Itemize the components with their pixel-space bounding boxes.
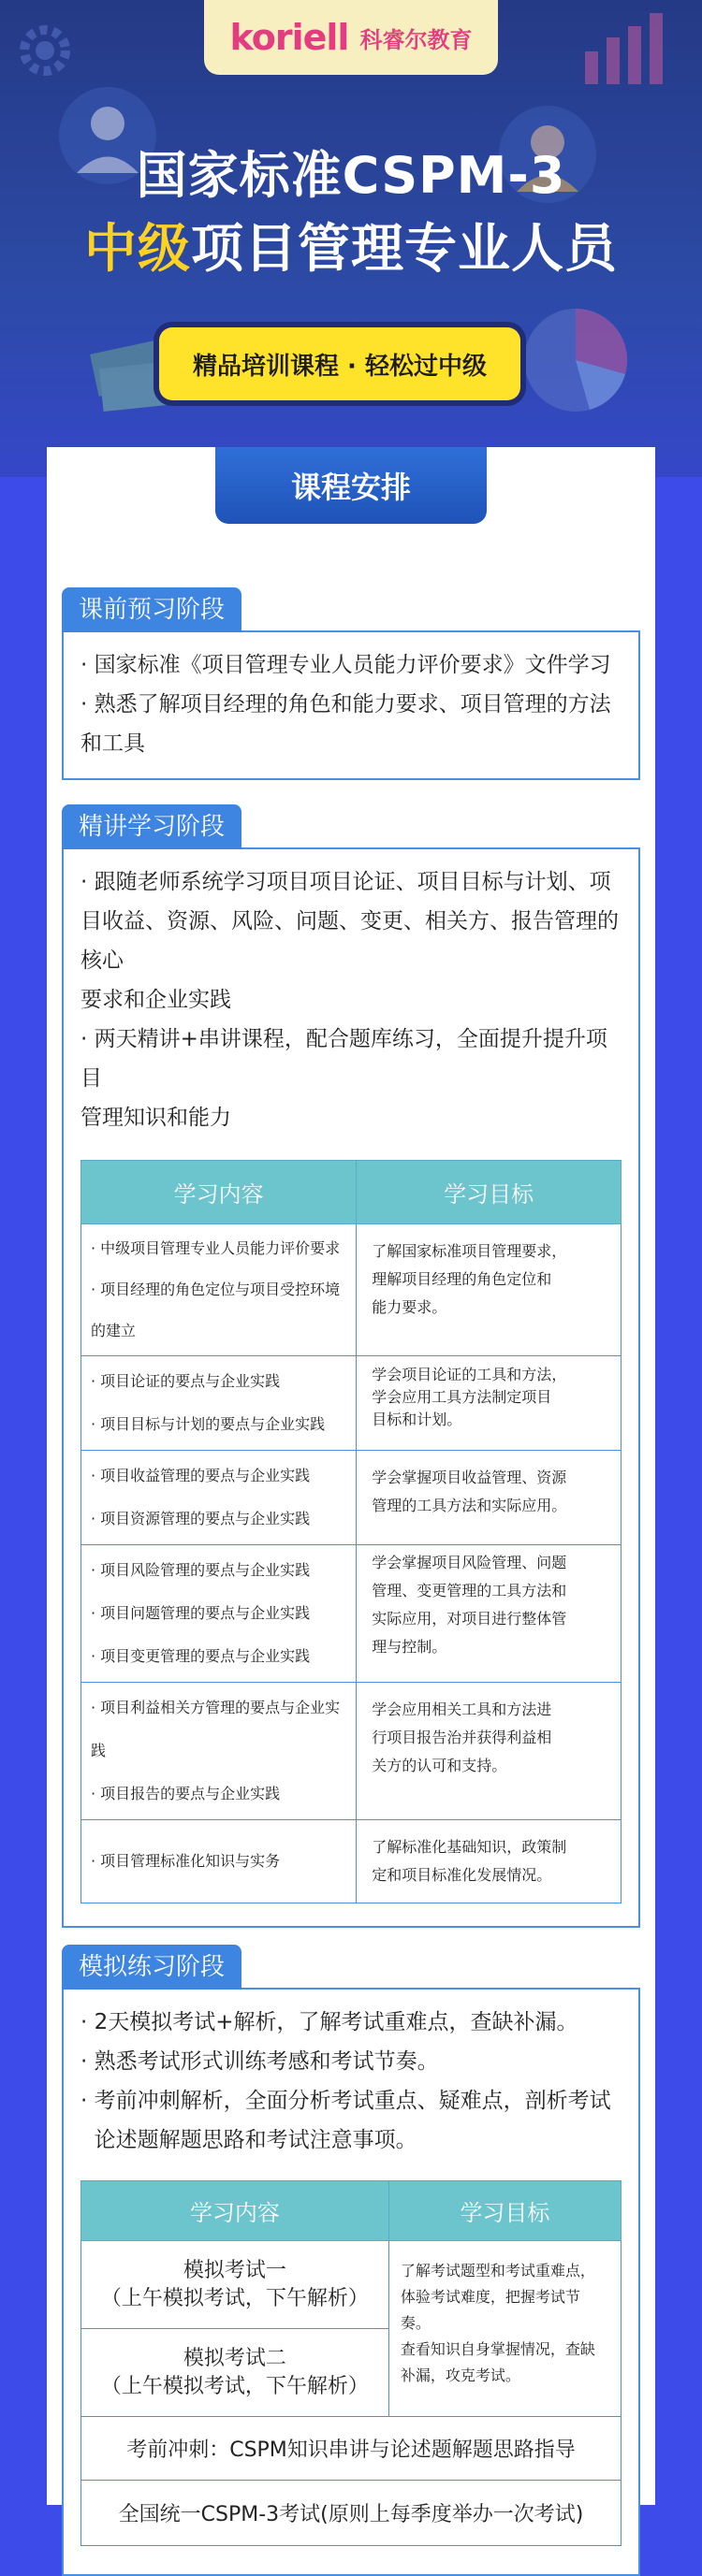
bullet-text: 论述题解题思路和考试注意事项。 (80, 2128, 417, 2152)
goal-line: 理与控制。 (372, 1638, 447, 1656)
page-title-line2 (0, 208, 702, 282)
goal-cell (357, 1356, 622, 1451)
goal-line: 体验考试难度，把握考试节奏。 (400, 2288, 580, 2332)
content-line: · 项目变更管理的要点与企业实践 (91, 1647, 311, 1665)
exam-subtitle: （上午模拟考试，下午解析） (100, 2374, 369, 2398)
section-box (62, 1988, 640, 2576)
goal-line: 学会掌握项目收益管理、资源 (372, 1469, 567, 1486)
exam-title: 模拟考试一 (183, 2258, 286, 2282)
title-rest: 项目管理专业人员 (191, 219, 618, 280)
goal-line: 学会应用相关工具和方法进 (372, 1700, 552, 1718)
content-line: · 项目管理标准化知识与实务 (91, 1852, 281, 1870)
goal-line: 定和项目标准化发展情况。 (372, 1866, 552, 1884)
goal-line: 管理的工具方法和实际应用。 (372, 1497, 567, 1514)
exam-title: 模拟考试二 (183, 2346, 286, 2370)
section-label: 课前预习阶段 (62, 587, 241, 632)
exam-cell (81, 2241, 389, 2329)
table-row (81, 2241, 622, 2329)
content-line: 的建立 (91, 1322, 137, 1339)
bullet-text: · 国家标准《项目管理专业人员能力评价要求》文件学习 (80, 653, 611, 677)
goal-cell (357, 1451, 622, 1545)
national-exam-cell: 全国统一CSPM-3考试(原则上每季度举办一次考试) (81, 2481, 622, 2546)
bullet-text: · 考前冲刺解析，全面分析考试重点、疑难点，剖析考试 (80, 2089, 611, 2113)
goal-line: 关方的认可和支持。 (372, 1757, 507, 1774)
goal-line: 能力要求。 (372, 1298, 447, 1316)
bullet-text: 和工具 (80, 731, 145, 756)
goal-line: 学会应用工具方法制定项目 (372, 1388, 552, 1406)
goal-line: 补漏，攻克考试。 (400, 2366, 520, 2384)
logo-banner (204, 0, 498, 75)
table-row (81, 1224, 622, 1356)
brand-logo: koriell (229, 17, 349, 58)
content-cell (81, 1820, 357, 1903)
table-header: 学习目标 (388, 2181, 621, 2241)
bullet-text: 要求和企业实践 (80, 988, 231, 1012)
content-cell (81, 1224, 357, 1356)
goal-line: 实际应用，对项目进行整体管 (372, 1610, 567, 1628)
content-cell (81, 1356, 357, 1451)
bullet-text: · 跟随老师系统学习项目项目论证、项目目标与计划、项 (80, 870, 611, 894)
curriculum-table (80, 1160, 622, 1903)
mock-section (62, 1945, 640, 2576)
pre-study-section (62, 587, 640, 780)
gear-icon (7, 13, 82, 88)
goal-cell (357, 1545, 622, 1683)
brand-name: 科睿尔教育 (359, 26, 473, 53)
bullet-text: · 两天精讲+串讲课程，配合题库练习，全面提升提升项目 (80, 1027, 607, 1091)
content-cell (81, 1683, 357, 1820)
table-header: 学习目标 (357, 1161, 622, 1224)
mock-table (80, 2180, 622, 2546)
bullet-text: · 熟悉了解项目经理的角色和能力要求、项目管理的方法 (80, 692, 611, 716)
content-line: · 项目收益管理的要点与企业实践 (91, 1467, 311, 1484)
bullet-text: · 熟悉考试形式训练考感和考试节奏。 (80, 2049, 439, 2074)
content-cell (81, 1545, 357, 1683)
table-row (81, 1451, 622, 1545)
section-box (62, 630, 640, 780)
content-line: · 项目利益相关方管理的要点与企业实践 (91, 1699, 341, 1759)
table-row (81, 1356, 622, 1451)
section-box (62, 847, 640, 1928)
goal-line: 目标和计划。 (372, 1411, 462, 1428)
content-line: · 中级项目管理专业人员能力评价要求 (91, 1239, 341, 1257)
table-row (81, 1820, 622, 1903)
promo-badge: 精品培训课程 · 轻松过中级 (159, 327, 520, 400)
section-label: 精讲学习阶段 (62, 804, 241, 849)
bullet-text: 目收益、资源、风险、问题、变更、相关方、报告管理的核心 (80, 909, 619, 973)
goal-cell (357, 1820, 622, 1903)
intensive-section (62, 804, 640, 1928)
bullet-text: 管理知识和能力 (80, 1106, 231, 1130)
table-row (81, 1545, 622, 1683)
content-line: · 项目论证的要点与企业实践 (91, 1372, 281, 1390)
exam-cell (81, 2329, 389, 2417)
exam-subtitle: （上午模拟考试，下午解析） (100, 2286, 369, 2310)
goal-line: 管理、变更管理的工具方法和 (372, 1582, 567, 1599)
goal-cell (388, 2241, 621, 2417)
goal-line: 学会项目论证的工具和方法， (372, 1366, 567, 1383)
goal-line: 了解考试题型和考试重难点， (400, 2262, 595, 2279)
bar-chart-icon (580, 9, 674, 84)
goal-line: 理解项目经理的角色定位和 (372, 1270, 552, 1288)
goal-line: 了解国家标准项目管理要求， (372, 1242, 567, 1260)
goal-cell (357, 1224, 622, 1356)
sprint-cell: 考前冲刺：CSPM知识串讲与论述题解题思路指导 (81, 2417, 622, 2481)
page-title-line1: 国家标准CSPM-3 (136, 146, 566, 205)
hero-banner (0, 0, 702, 477)
bullet-text: · 2天模拟考试+解析，了解考试重难点，查缺补漏。 (80, 2010, 578, 2034)
table-row (81, 2481, 622, 2546)
content-line: · 项目风险管理的要点与企业实践 (91, 1561, 311, 1579)
table-row (81, 2417, 622, 2481)
goal-line: 查看知识自身掌握情况，查缺 (400, 2340, 595, 2358)
goal-line: 行项目报告治并获得利益相 (372, 1729, 552, 1746)
content-line: · 项目资源管理的要点与企业实践 (91, 1510, 311, 1527)
content-line: · 项目经理的角色定位与项目受控环境 (91, 1281, 341, 1298)
goal-line: 了解标准化基础知识，政策制 (372, 1838, 567, 1856)
schedule-title: 课程安排 (215, 447, 487, 524)
table-header: 学习内容 (81, 1161, 357, 1224)
content-line: · 项目问题管理的要点与企业实践 (91, 1604, 311, 1622)
content-line: · 项目报告的要点与企业实践 (91, 1785, 281, 1802)
goal-cell (357, 1683, 622, 1820)
content-cell (81, 1451, 357, 1545)
schedule-card (47, 447, 655, 2526)
pie-chart-icon (515, 299, 636, 421)
table-row (81, 1683, 622, 1820)
content-line: · 项目目标与计划的要点与企业实践 (91, 1415, 326, 1433)
title-highlight: 中级 (84, 219, 191, 280)
goal-line: 学会掌握项目风险管理、问题 (372, 1554, 567, 1571)
section-label: 模拟练习阶段 (62, 1945, 241, 1990)
table-header: 学习内容 (81, 2181, 389, 2241)
